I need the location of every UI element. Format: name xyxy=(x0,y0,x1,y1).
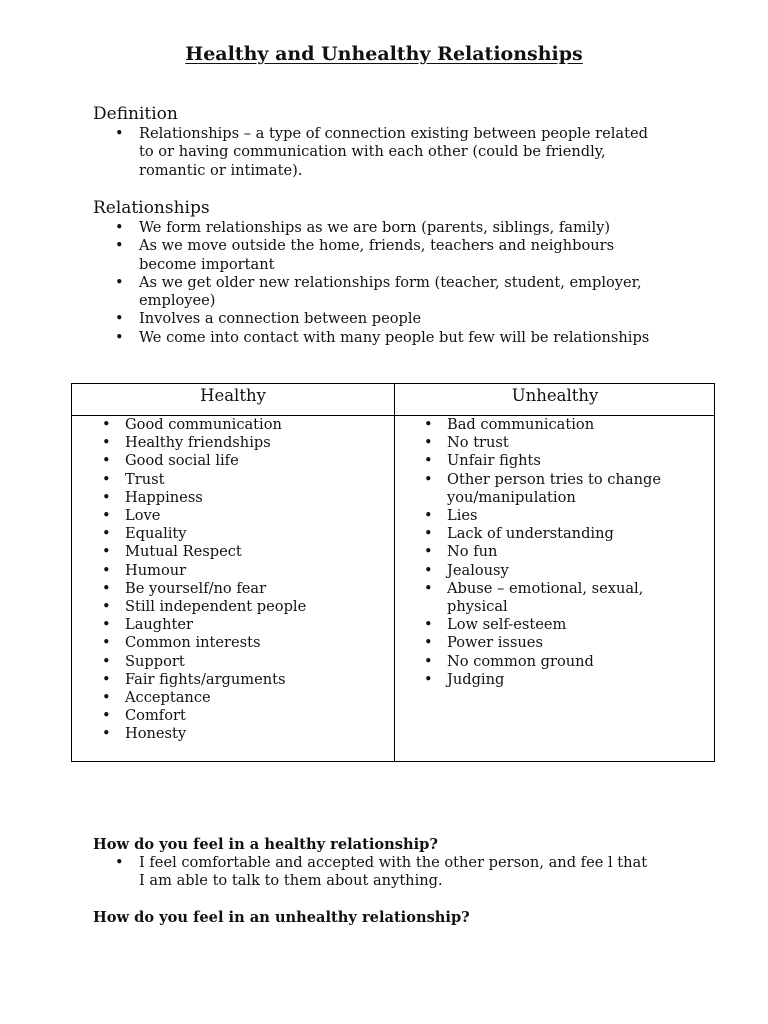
comparison-table xyxy=(71,383,715,762)
healthy-column-heading: Healthy xyxy=(200,386,266,405)
unhealthy-question: How do you feel in an unhealthy relationship? xyxy=(93,909,470,926)
list-item: • Lies xyxy=(394,507,704,525)
list-item: • No common ground xyxy=(394,653,704,671)
definition-list xyxy=(93,125,653,180)
list-item: • Healthy friendships xyxy=(72,434,394,452)
list-item: • Laughter xyxy=(72,616,394,634)
list-item: • Humour xyxy=(72,562,394,580)
list-item: • Bad communication xyxy=(394,416,704,434)
list-item: • Low self-esteem xyxy=(394,616,704,634)
list-item: • Love xyxy=(72,507,394,525)
list-item: • Trust xyxy=(72,471,394,489)
list-item: • Common interests xyxy=(72,634,394,652)
list-item: • Fair fights/arguments xyxy=(72,671,394,689)
list-item: • Lack of understanding xyxy=(394,525,704,543)
list-item: • Unfair fights xyxy=(394,452,704,470)
list-item: • Happiness xyxy=(72,489,394,507)
document-title: Healthy and Unhealthy Relationships xyxy=(185,43,583,65)
list-item: • No trust xyxy=(394,434,704,452)
list-item: • Involves a connection between people xyxy=(93,310,653,328)
list-item: • Equality xyxy=(72,525,394,543)
list-item: • No fun xyxy=(394,543,704,561)
list-item: • I feel comfortable and accepted with the other person, and fee l that I am able to talk to them about anything. xyxy=(93,854,653,891)
list-item: • Power issues xyxy=(394,634,704,652)
list-item: • We form relationships as we are born (parents, siblings, family) xyxy=(93,219,653,237)
list-item: • Still independent people xyxy=(72,598,394,616)
list-item: • Acceptance xyxy=(72,689,394,707)
list-item: • As we move outside the home, friends, teachers and neighbours become important xyxy=(93,237,653,274)
list-item: • Support xyxy=(72,653,394,671)
relationships-heading: Relationships xyxy=(93,198,210,218)
healthy-question: How do you feel in a healthy relationship? xyxy=(93,836,438,853)
relationships-list xyxy=(93,219,653,347)
healthy-answer-list xyxy=(93,854,653,891)
list-item: • Good social life xyxy=(72,452,394,470)
list-item: • Comfort xyxy=(72,707,394,725)
list-item: • Jealousy xyxy=(394,562,704,580)
list-item: • Relationships – a type of connection existing between people related to or having communication with each other (could be friendly, romantic or intimate). xyxy=(93,125,653,180)
list-item: • As we get older new relationships form (teacher, student, employer, employee) xyxy=(93,274,653,311)
unhealthy-list xyxy=(394,416,704,689)
healthy-list xyxy=(72,416,394,744)
list-item: • Mutual Respect xyxy=(72,543,394,561)
list-item: • We come into contact with many people but few will be relationships xyxy=(93,329,653,347)
unhealthy-column-heading: Unhealthy xyxy=(511,386,599,405)
list-item: • Judging xyxy=(394,671,704,689)
list-item: • Abuse – emotional, sexual, physical xyxy=(394,580,704,616)
list-item: • Other person tries to change you/manipulation xyxy=(394,471,704,507)
list-item: • Honesty xyxy=(72,725,394,743)
definition-heading: Definition xyxy=(93,104,178,124)
list-item: • Be yourself/no fear xyxy=(72,580,394,598)
list-item: • Good communication xyxy=(72,416,394,434)
